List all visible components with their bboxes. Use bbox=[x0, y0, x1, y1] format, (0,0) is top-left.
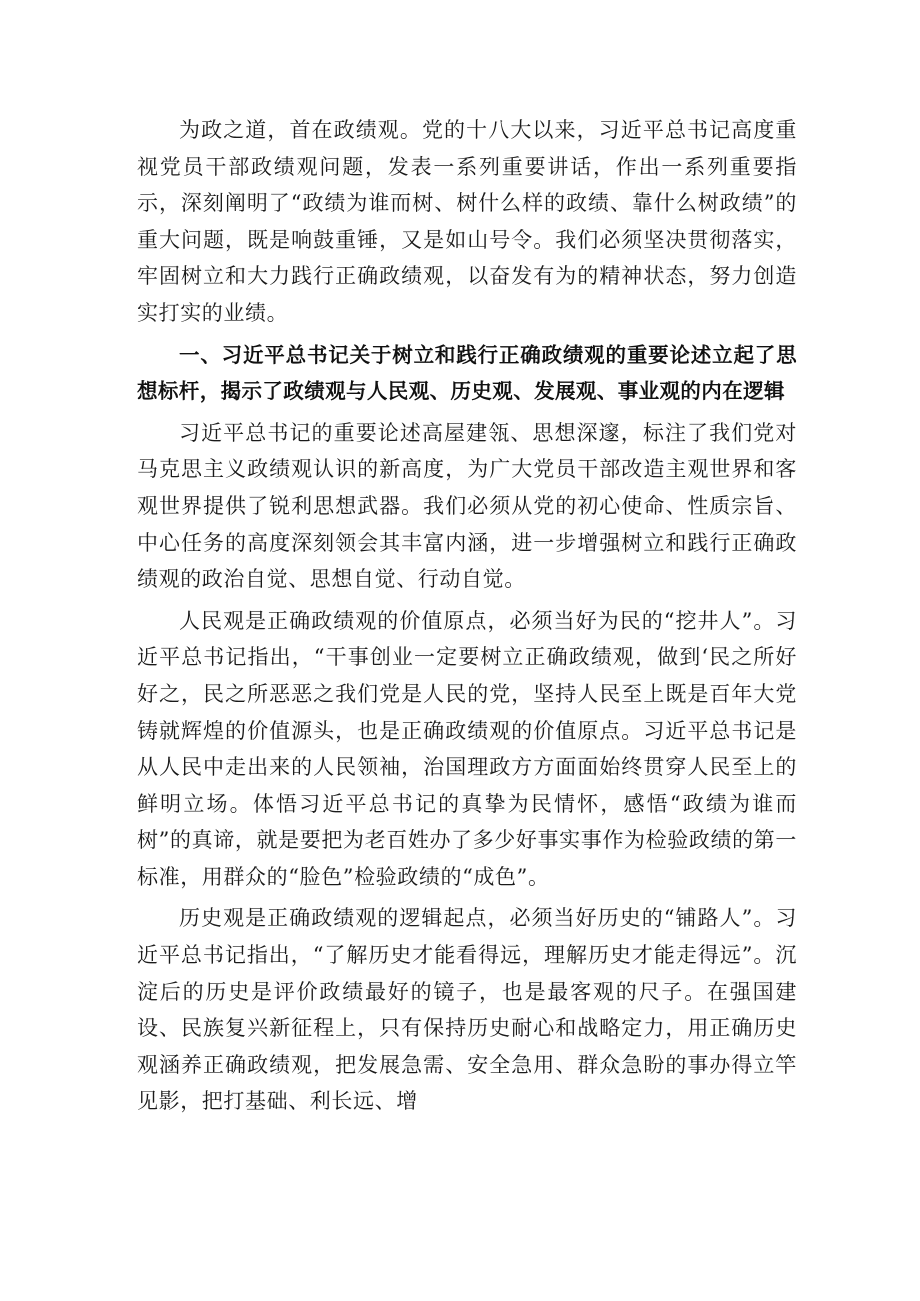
body-paragraph-1: 习近平总书记的重要论述高屋建瓴、思想深邃，标注了我们党对马克思主义政绩观认识的新高度，为广大党员干部改造主观世界和客观世界提供了锐利思想武器。我们必须从党的初心使命、性质宗旨、中心任务的高度深刻领会其丰富内涵，进一步增强树立和践行正确政绩观的政治自觉、思想自觉、行动自觉。 bbox=[137, 420, 797, 592]
body-paragraph-2: 人民观是正确政绩观的价值原点，必须当好为民的“挖井人”。习近平总书记指出，“干事创业一定要树立正确政绩观，做到‘民之所好好之，民之所恶恶之我们党是人民的党，坚持人民至上既是百年大党铸就辉煌的价值源头，也是正确政绩观的价值原点。习近平总书记是从人民中走出来的人民领袖，治国理政方方面面始终贯穿人民至上的鲜明立场。体悟习近平总书记的真挚为民情怀，感悟“政绩为谁而树”的真谛，就是要把为老百姓办了多少好事实事作为检验政绩的第一标准，用群众的“脸色”检验政绩的“成色”。 bbox=[137, 608, 797, 889]
body-paragraph-3: 历史观是正确政绩观的逻辑起点，必须当好历史的“铺路人”。习近平总书记指出，“了解历史才能看得远，理解历史才能走得远”。沉淀后的历史是评价政绩最好的镜子，也是最客观的尺子。在强国建设、民族复兴新征程上，只有保持历史耐心和战略定力，用正确历史观涵养正确政绩观，把发展急需、安全急用、群众急盼的事办得立竿见影，把打基础、利长远、增 bbox=[137, 906, 797, 1114]
intro-paragraph: 为政之道，首在政绩观。党的十八大以来，习近平总书记高度重视党员干部政绩观问题，发表一系列重要讲话，作出一系列重要指示，深刻阐明了“政绩为谁而树、树什么样的政绩、靠什么树政绩”的重大问题，既是响鼓重锤，又是如山号令。我们必须坚决贯彻落实，牢固树立和大力践行正确政绩观，以奋发有为的精神状态，努力创造实打实的业绩。 bbox=[137, 118, 797, 325]
section-heading: 一、习近平总书记关于树立和践行正确政绩观的重要论述立起了思想标杆，揭示了政绩观与人民观、历史观、发展观、事业观的内在逻辑 bbox=[137, 342, 797, 404]
document-body bbox=[137, 112, 797, 1125]
